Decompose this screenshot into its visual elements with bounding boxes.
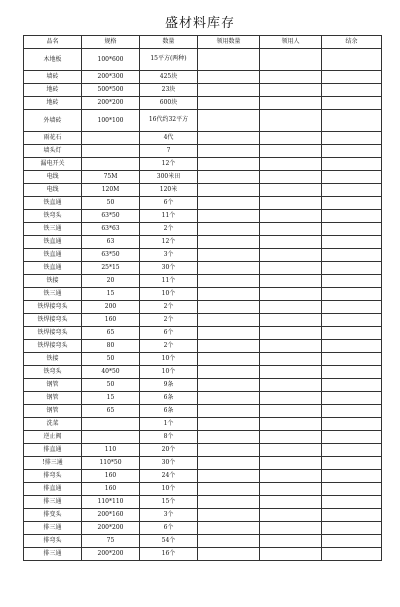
cell-issued-qty: [198, 171, 260, 184]
cell-quantity: 10个: [140, 288, 198, 301]
table-row: [24, 249, 382, 262]
cell-issued-qty: [198, 236, 260, 249]
cell-issued-qty: [198, 97, 260, 110]
cell-recipient: [260, 110, 322, 132]
cell-name: 洗菜: [24, 418, 82, 431]
cell-quantity: 2个: [140, 340, 198, 353]
cell-name: 排三通: [24, 496, 82, 509]
cell-name: 电线: [24, 184, 82, 197]
cell-issued-qty: [198, 327, 260, 340]
cell-spec: 25*15: [82, 262, 140, 275]
cell-quantity: 16代约32平方: [140, 110, 198, 132]
cell-balance: [322, 49, 382, 71]
cell-spec: 63*50: [82, 210, 140, 223]
cell-quantity: 23块: [140, 84, 198, 97]
cell-recipient: [260, 249, 322, 262]
cell-quantity: 2个: [140, 301, 198, 314]
table-row: [24, 223, 382, 236]
cell-recipient: [260, 353, 322, 366]
table-row: [24, 444, 382, 457]
cell-balance: [322, 84, 382, 97]
cell-recipient: [260, 535, 322, 548]
cell-quantity: 1个: [140, 418, 198, 431]
cell-issued-qty: [198, 301, 260, 314]
cell-balance: [322, 431, 382, 444]
cell-name: 钢管: [24, 379, 82, 392]
cell-issued-qty: [198, 184, 260, 197]
cell-balance: [322, 197, 382, 210]
cell-spec: 15: [82, 288, 140, 301]
cell-quantity: 6条: [140, 392, 198, 405]
table-row: [24, 210, 382, 223]
table-row: [24, 522, 382, 535]
cell-quantity: 120米: [140, 184, 198, 197]
table-row: [24, 236, 382, 249]
cell-quantity: 15平方(两种): [140, 49, 198, 71]
cell-spec: 160: [82, 483, 140, 496]
cell-name: 铁直通: [24, 197, 82, 210]
cell-name: 铁弯头: [24, 366, 82, 379]
cell-name: 电线: [24, 171, 82, 184]
cell-balance: [322, 418, 382, 431]
cell-balance: [322, 97, 382, 110]
cell-spec: 80: [82, 340, 140, 353]
cell-quantity: 24个: [140, 470, 198, 483]
cell-recipient: [260, 418, 322, 431]
cell-quantity: 11个: [140, 210, 198, 223]
cell-recipient: [260, 379, 322, 392]
cell-recipient: [260, 366, 322, 379]
cell-balance: [322, 444, 382, 457]
cell-spec: 110*50: [82, 457, 140, 470]
cell-balance: [322, 110, 382, 132]
cell-recipient: [260, 301, 322, 314]
page-title: 盛材料库存: [164, 16, 235, 31]
cell-recipient: [260, 145, 322, 158]
table-row: [24, 340, 382, 353]
cell-spec: 120M: [82, 184, 140, 197]
cell-spec: 40*50: [82, 366, 140, 379]
cell-balance: [322, 236, 382, 249]
cell-quantity: 12个: [140, 236, 198, 249]
cell-name: 铁直通: [24, 262, 82, 275]
table-row: [24, 418, 382, 431]
cell-quantity: 6个: [140, 197, 198, 210]
cell-issued-qty: [198, 483, 260, 496]
cell-recipient: [260, 223, 322, 236]
cell-balance: [322, 223, 382, 236]
table-row: [24, 49, 382, 71]
cell-issued-qty: [198, 535, 260, 548]
cell-issued-qty: [198, 71, 260, 84]
cell-quantity: 6个: [140, 327, 198, 340]
cell-name: 铁弯头: [24, 210, 82, 223]
cell-quantity: 20个: [140, 444, 198, 457]
cell-quantity: 11个: [140, 275, 198, 288]
cell-recipient: [260, 431, 322, 444]
table-row: [24, 392, 382, 405]
cell-spec: [82, 145, 140, 158]
cell-recipient: [260, 483, 322, 496]
cell-spec: [82, 158, 140, 171]
cell-spec: 63*50: [82, 249, 140, 262]
cell-quantity: 2个: [140, 223, 198, 236]
cell-recipient: [260, 197, 322, 210]
cell-name: 雨花石: [24, 132, 82, 145]
col-header-spec: 规格: [82, 36, 140, 49]
cell-spec: 200*300: [82, 71, 140, 84]
cell-issued-qty: [198, 197, 260, 210]
cell-balance: [322, 405, 382, 418]
cell-quantity: 600块: [140, 97, 198, 110]
cell-quantity: 6条: [140, 405, 198, 418]
cell-issued-qty: [198, 366, 260, 379]
table-row: [24, 509, 382, 522]
cell-spec: 20: [82, 275, 140, 288]
cell-recipient: [260, 236, 322, 249]
table-row: [24, 262, 382, 275]
cell-spec: [82, 431, 140, 444]
cell-recipient: [260, 49, 322, 71]
cell-spec: 110*110: [82, 496, 140, 509]
cell-recipient: [260, 210, 322, 223]
cell-issued-qty: [198, 132, 260, 145]
cell-recipient: [260, 97, 322, 110]
cell-recipient: [260, 392, 322, 405]
table-row: [24, 110, 382, 132]
cell-issued-qty: [198, 249, 260, 262]
cell-name: 铁焊接弯头: [24, 340, 82, 353]
cell-name: 铁焊接弯头: [24, 314, 82, 327]
cell-balance: [322, 522, 382, 535]
cell-quantity: 10个: [140, 366, 198, 379]
cell-issued-qty: [198, 210, 260, 223]
cell-name: 逆止阀: [24, 431, 82, 444]
cell-name: 铁接: [24, 275, 82, 288]
cell-name: 铁焊接弯头: [24, 301, 82, 314]
cell-spec: 63: [82, 236, 140, 249]
cell-recipient: [260, 548, 322, 561]
cell-name: 铁三通: [24, 288, 82, 301]
cell-balance: [322, 353, 382, 366]
cell-quantity: 10个: [140, 483, 198, 496]
cell-balance: [322, 327, 382, 340]
cell-spec: 200: [82, 301, 140, 314]
cell-recipient: [260, 275, 322, 288]
cell-balance: [322, 509, 382, 522]
cell-issued-qty: [198, 275, 260, 288]
cell-spec: 160: [82, 470, 140, 483]
cell-issued-qty: [198, 288, 260, 301]
cell-spec: 160: [82, 314, 140, 327]
cell-name: !排三通: [24, 457, 82, 470]
table-row: [24, 145, 382, 158]
cell-name: 木地板: [24, 49, 82, 71]
cell-issued-qty: [198, 392, 260, 405]
cell-balance: [322, 132, 382, 145]
cell-issued-qty: [198, 379, 260, 392]
cell-recipient: [260, 158, 322, 171]
cell-name: 地砖: [24, 84, 82, 97]
table-row: [24, 496, 382, 509]
cell-balance: [322, 184, 382, 197]
cell-name: 排弯头: [24, 470, 82, 483]
cell-issued-qty: [198, 84, 260, 97]
cell-quantity: 300米田: [140, 171, 198, 184]
cell-balance: [322, 314, 382, 327]
cell-name: 排直通: [24, 444, 82, 457]
cell-quantity: 10个: [140, 353, 198, 366]
table-row: [24, 288, 382, 301]
cell-balance: [322, 366, 382, 379]
table-row: [24, 197, 382, 210]
cell-name: 排变头: [24, 509, 82, 522]
col-header-balance: 结余: [322, 36, 382, 49]
cell-quantity: 9条: [140, 379, 198, 392]
table-row: [24, 431, 382, 444]
cell-issued-qty: [198, 158, 260, 171]
cell-name: 铁焊接弯头: [24, 327, 82, 340]
cell-name: 墙头灯: [24, 145, 82, 158]
cell-quantity: 54个: [140, 535, 198, 548]
cell-issued-qty: [198, 431, 260, 444]
cell-quantity: 16个: [140, 548, 198, 561]
table-row: [24, 353, 382, 366]
cell-balance: [322, 171, 382, 184]
cell-quantity: 15个: [140, 496, 198, 509]
cell-spec: 65: [82, 327, 140, 340]
cell-spec: 200*200: [82, 522, 140, 535]
cell-recipient: [260, 184, 322, 197]
cell-quantity: 2个: [140, 314, 198, 327]
cell-balance: [322, 275, 382, 288]
table-row: [24, 457, 382, 470]
cell-recipient: [260, 496, 322, 509]
cell-name: 墙砖: [24, 71, 82, 84]
cell-name: 排三通: [24, 548, 82, 561]
cell-balance: [322, 496, 382, 509]
cell-quantity: 7: [140, 145, 198, 158]
cell-spec: 200*160: [82, 509, 140, 522]
table-row: [24, 158, 382, 171]
cell-balance: [322, 392, 382, 405]
cell-recipient: [260, 340, 322, 353]
table-row: [24, 132, 382, 145]
table-row: [24, 327, 382, 340]
cell-balance: [322, 158, 382, 171]
cell-balance: [322, 71, 382, 84]
cell-balance: [322, 249, 382, 262]
cell-issued-qty: [198, 353, 260, 366]
cell-name: 外墙砖: [24, 110, 82, 132]
cell-name: 漏电开关: [24, 158, 82, 171]
cell-issued-qty: [198, 418, 260, 431]
cell-recipient: [260, 405, 322, 418]
cell-recipient: [260, 262, 322, 275]
cell-spec: 75: [82, 535, 140, 548]
cell-recipient: [260, 171, 322, 184]
cell-issued-qty: [198, 49, 260, 71]
cell-spec: 50: [82, 379, 140, 392]
cell-quantity: 30个: [140, 262, 198, 275]
cell-balance: [322, 262, 382, 275]
cell-name: 排直通: [24, 483, 82, 496]
cell-name: 地砖: [24, 97, 82, 110]
cell-spec: 200*200: [82, 548, 140, 561]
cell-quantity: 6个: [140, 522, 198, 535]
cell-issued-qty: [198, 314, 260, 327]
table-row: [24, 535, 382, 548]
cell-spec: 50: [82, 353, 140, 366]
cell-quantity: 3个: [140, 249, 198, 262]
table-row: [24, 97, 382, 110]
table-row: [24, 184, 382, 197]
cell-balance: [322, 210, 382, 223]
cell-balance: [322, 340, 382, 353]
cell-issued-qty: [198, 496, 260, 509]
table-row: [24, 483, 382, 496]
cell-quantity: 4代: [140, 132, 198, 145]
cell-recipient: [260, 509, 322, 522]
cell-issued-qty: [198, 340, 260, 353]
cell-spec: 100*600: [82, 49, 140, 71]
cell-balance: [322, 301, 382, 314]
cell-recipient: [260, 522, 322, 535]
cell-issued-qty: [198, 457, 260, 470]
inventory-table: [23, 35, 382, 561]
cell-recipient: [260, 444, 322, 457]
table-row: [24, 275, 382, 288]
cell-recipient: [260, 84, 322, 97]
cell-quantity: 425块: [140, 71, 198, 84]
cell-name: 排三通: [24, 522, 82, 535]
cell-balance: [322, 470, 382, 483]
col-header-recipient: 领用人: [260, 36, 322, 49]
cell-spec: 500*500: [82, 84, 140, 97]
cell-issued-qty: [198, 145, 260, 158]
cell-issued-qty: [198, 470, 260, 483]
cell-name: 铁接: [24, 353, 82, 366]
col-header-quantity: 数量: [140, 36, 198, 49]
cell-issued-qty: [198, 223, 260, 236]
cell-issued-qty: [198, 444, 260, 457]
table-row: [24, 405, 382, 418]
cell-name: 铁三通: [24, 223, 82, 236]
cell-name: 铁直通: [24, 249, 82, 262]
cell-balance: [322, 457, 382, 470]
table-row: [24, 71, 382, 84]
cell-issued-qty: [198, 405, 260, 418]
cell-recipient: [260, 327, 322, 340]
cell-recipient: [260, 470, 322, 483]
cell-issued-qty: [198, 262, 260, 275]
cell-spec: 63*63: [82, 223, 140, 236]
cell-recipient: [260, 314, 322, 327]
cell-quantity: 30个: [140, 457, 198, 470]
table-row: [24, 171, 382, 184]
cell-name: 排弯头: [24, 535, 82, 548]
cell-quantity: 3个: [140, 509, 198, 522]
col-header-name: 品名: [24, 36, 82, 49]
cell-name: 铁直通: [24, 236, 82, 249]
cell-balance: [322, 483, 382, 496]
table-row: [24, 84, 382, 97]
cell-recipient: [260, 457, 322, 470]
cell-quantity: 8个: [140, 431, 198, 444]
table-row: [24, 301, 382, 314]
cell-issued-qty: [198, 509, 260, 522]
cell-balance: [322, 535, 382, 548]
cell-spec: 200*200: [82, 97, 140, 110]
cell-quantity: 12个: [140, 158, 198, 171]
table-row: [24, 470, 382, 483]
cell-recipient: [260, 132, 322, 145]
cell-spec: [82, 418, 140, 431]
cell-name: 钢管: [24, 392, 82, 405]
cell-spec: [82, 132, 140, 145]
table-row: [24, 379, 382, 392]
table-row: [24, 548, 382, 561]
table-row: [24, 314, 382, 327]
cell-spec: 15: [82, 392, 140, 405]
cell-spec: 75M: [82, 171, 140, 184]
cell-spec: 65: [82, 405, 140, 418]
col-header-issued-qty: 领用数量: [198, 36, 260, 49]
header-row: [24, 36, 382, 49]
cell-issued-qty: [198, 548, 260, 561]
cell-recipient: [260, 288, 322, 301]
cell-balance: [322, 145, 382, 158]
table-row: [24, 366, 382, 379]
cell-issued-qty: [198, 522, 260, 535]
cell-balance: [322, 288, 382, 301]
cell-recipient: [260, 71, 322, 84]
cell-spec: 110: [82, 444, 140, 457]
cell-spec: 50: [82, 197, 140, 210]
cell-spec: 100*100: [82, 110, 140, 132]
cell-balance: [322, 548, 382, 561]
cell-balance: [322, 379, 382, 392]
cell-issued-qty: [198, 110, 260, 132]
cell-name: 钢管: [24, 405, 82, 418]
